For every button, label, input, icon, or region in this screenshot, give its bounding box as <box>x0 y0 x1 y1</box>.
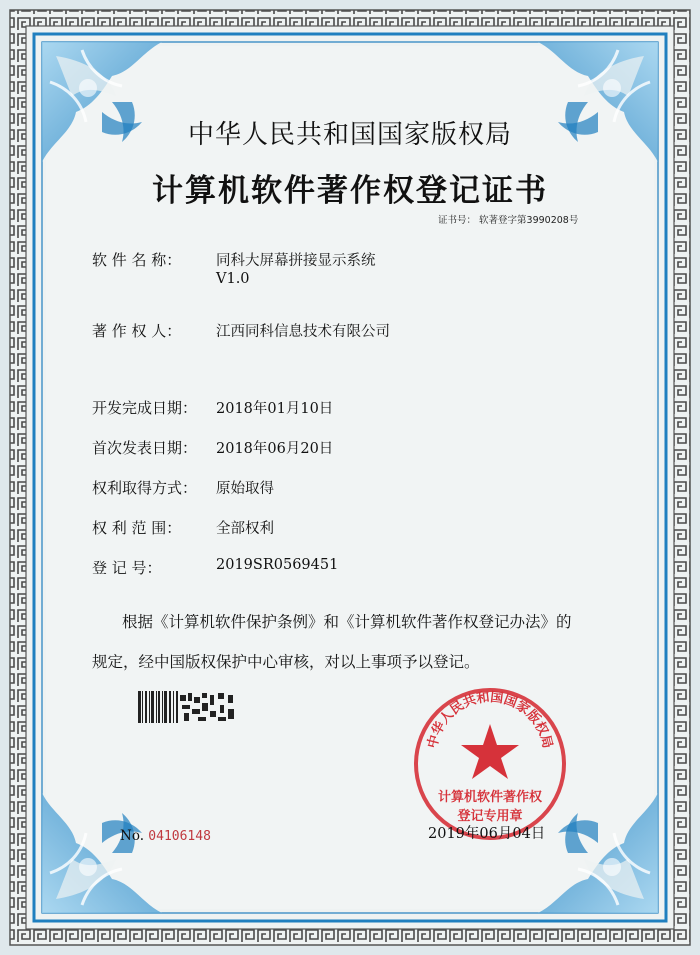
star-icon <box>461 724 519 779</box>
certificate-title: 计算机软件著作权登记证书 <box>152 173 548 209</box>
barcode-image <box>138 691 238 723</box>
value-software-name: 同科大屏幕拼接显示系统 <box>216 253 376 269</box>
issue-date: 2019年06月04日 <box>428 826 546 842</box>
value-rights-scope: 全部权利 <box>216 521 274 537</box>
value-acquisition-method: 原始取得 <box>216 481 274 497</box>
svg-text:中华人民共和国国家版权局: 中华人民共和国国家版权局 <box>425 690 555 750</box>
value-registration-number: 2019SR0569451 <box>216 557 339 573</box>
issuing-authority: 中华人民共和国国家版权局 <box>187 120 512 150</box>
value-completion-date: 2018年01月10日 <box>216 401 334 417</box>
value-copyright-owner: 江西同科信息技术有限公司 <box>216 324 390 340</box>
official-seal <box>410 684 570 844</box>
serial-number: 04106148 <box>148 829 211 844</box>
serial-label: No. <box>120 828 144 844</box>
seal-text-line-1: 计算机软件著作权 <box>437 790 542 805</box>
certificate-number: 证书号： 软著登字第3990208号 <box>438 215 579 226</box>
label-publication-date: 首次发表日期： <box>92 439 198 457</box>
label-software-name: 软 件 名 称： <box>92 251 182 269</box>
seal-text-line-2: 登记专用章 <box>457 809 523 824</box>
label-rights-scope: 权 利 范 围： <box>92 519 182 537</box>
statement-line-2: 规定，经中国版权保护中心审核，对以上事项予以登记。 <box>92 653 480 671</box>
value-software-version: V1.0 <box>216 271 250 287</box>
label-copyright-owner: 著 作 权 人： <box>92 322 182 340</box>
statement-line-1: 根据《计算机软件保护条例》和《计算机软件著作权登记办法》的 <box>122 613 572 631</box>
label-completion-date: 开发完成日期： <box>92 399 198 417</box>
label-acquisition-method: 权利取得方式： <box>92 479 198 497</box>
value-publication-date: 2018年06月20日 <box>216 441 334 457</box>
label-registration-number: 登 记 号： <box>92 559 162 577</box>
certificate-serial <box>120 828 211 844</box>
